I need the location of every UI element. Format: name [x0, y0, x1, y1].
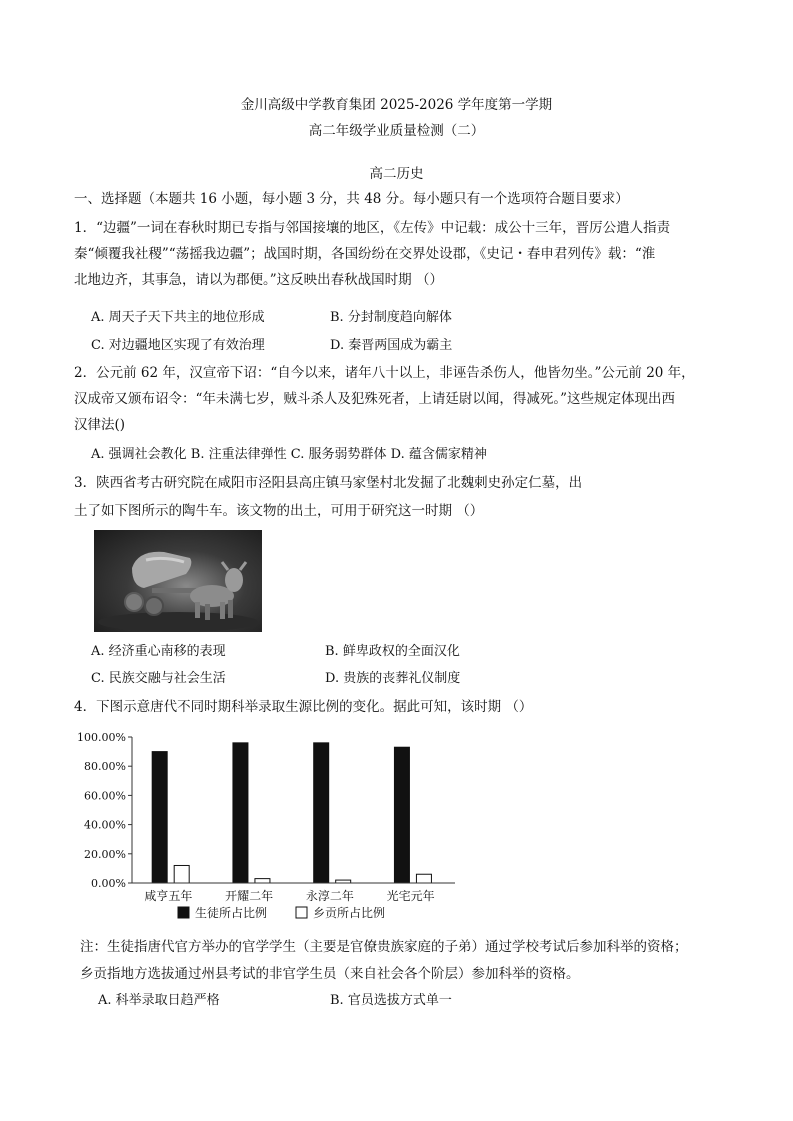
- legend-swatch: [296, 907, 307, 918]
- y-tick-label: 0.00%: [91, 877, 126, 890]
- q3-line1: 3．陕西省考古研究院在咸阳市泾阳县高庄镇马家堡村北发掘了北魏刺史孙定仁墓，出: [74, 475, 583, 491]
- exam-title: 金川高级中学教育集团 2025-2026 学年度第一学期: [240, 97, 553, 113]
- q3-line2: 土了如下图所示的陶牛车。该文物的出土，可用于研究这一时期 （）: [74, 503, 484, 519]
- bar-xianggong: [174, 865, 189, 883]
- bar-shengtu: [394, 747, 409, 883]
- q3-option-d: D. 贵族的丧葬礼仪制度: [325, 671, 461, 686]
- x-tick-label: 开耀二年: [225, 889, 274, 903]
- bar-shengtu: [233, 743, 248, 883]
- q1-option-b: B. 分封制度趋向解体: [330, 310, 452, 325]
- y-tick-label: 80.00%: [84, 760, 126, 774]
- bars: [152, 743, 431, 883]
- chart-legend: [178, 905, 385, 920]
- y-axis: [77, 731, 132, 890]
- legend-label: 乡贡所占比例: [313, 906, 386, 920]
- q2-options: A. 强调社会教化 B. 注重法律弹性 C. 服务弱势群体 D. 蕴含儒家精神: [91, 447, 487, 462]
- q4-option-a: A. 科举录取日趋严格: [98, 993, 220, 1008]
- section-heading: 一、选择题（本题共 16 小题，每小题 3 分，共 48 分。每小题只有一个选项符合题目要求）: [74, 191, 629, 207]
- q1-line2: 秦“倾覆我社稷”“荡摇我边疆”；战国时期，各国纷纷在交界处设郡，《史记・春申君列传》载：“淮: [74, 246, 656, 262]
- ox-cart-illustration: [94, 530, 262, 632]
- q3-option-b: B. 鲜卑政权的全面汉化: [325, 644, 460, 659]
- q4-note-line2: 乡贡指地方选拔通过州县考试的非官学生员（来自社会各个阶层）参加科举的资格。: [80, 966, 580, 982]
- x-tick-label: 光宅元年: [386, 889, 435, 903]
- bar-shengtu: [152, 752, 167, 883]
- q3-option-c: C. 民族交融与社会生活: [91, 671, 226, 686]
- q2-line1: 2．公元前 62 年，汉宣帝下诏：“自今以来，诸年八十以上，非诬告杀伤人，他皆勿坐。”公元前 20 年，: [74, 365, 695, 381]
- subject-title: 高二历史: [369, 166, 424, 182]
- q2-line3: 汉律法(): [74, 417, 126, 433]
- exam-subtitle: 高二年级学业质量检测（二）: [308, 123, 485, 139]
- q4-note-line1: 注：生徒指唐代官方举办的官学学生（主要是官僚贵族家庭的子弟）通过学校考试后参加科举的资格；: [80, 939, 688, 955]
- y-tick-label: 20.00%: [84, 847, 126, 861]
- q4-option-b: B. 官员选拔方式单一: [330, 993, 452, 1008]
- q1-option-d: D. 秦晋两国成为霸主: [330, 338, 453, 353]
- q1-option-c: C. 对边疆地区实现了有效治理: [91, 338, 265, 353]
- q3-option-a: A. 经济重心南移的表现: [91, 644, 226, 659]
- bar-xianggong: [416, 874, 431, 883]
- q2-line2: 汉成帝又颁布诏令：“年未满七岁，贼斗杀人及犯殊死者，上请廷尉以闻，得减死。”这些规定体现出西: [74, 391, 676, 407]
- bar-shengtu: [314, 743, 329, 883]
- legend-swatch: [178, 907, 189, 918]
- y-tick-label: 60.00%: [84, 789, 126, 803]
- q4-line1: 4．下图示意唐代不同时期科举录取生源比例的变化。据此可知，该时期 （）: [74, 699, 533, 715]
- bar-xianggong: [255, 879, 270, 883]
- pottery-ox-cart-photo: [94, 530, 262, 632]
- q1-line1: 1．“边疆”一词在春秋时期已专指与邻国接壤的地区，《左传》中记载：成公十三年，晋厉公遣人指责: [74, 220, 671, 236]
- q1-line3: 北地边齐，其事急，请以为郡便。”这反映出春秋战国时期 （）: [74, 272, 443, 288]
- x-tick-label: 咸亨五年: [144, 889, 193, 903]
- admission-ratio-bar-chart: [70, 725, 470, 935]
- y-tick-label: 100.00%: [77, 731, 126, 744]
- x-tick-label: 永淳二年: [305, 889, 354, 903]
- y-tick-label: 40.00%: [84, 818, 126, 832]
- legend-label: 生徒所占比例: [195, 906, 268, 920]
- x-axis: [132, 883, 455, 903]
- q1-option-a: A. 周天子天下共主的地位形成: [91, 310, 265, 325]
